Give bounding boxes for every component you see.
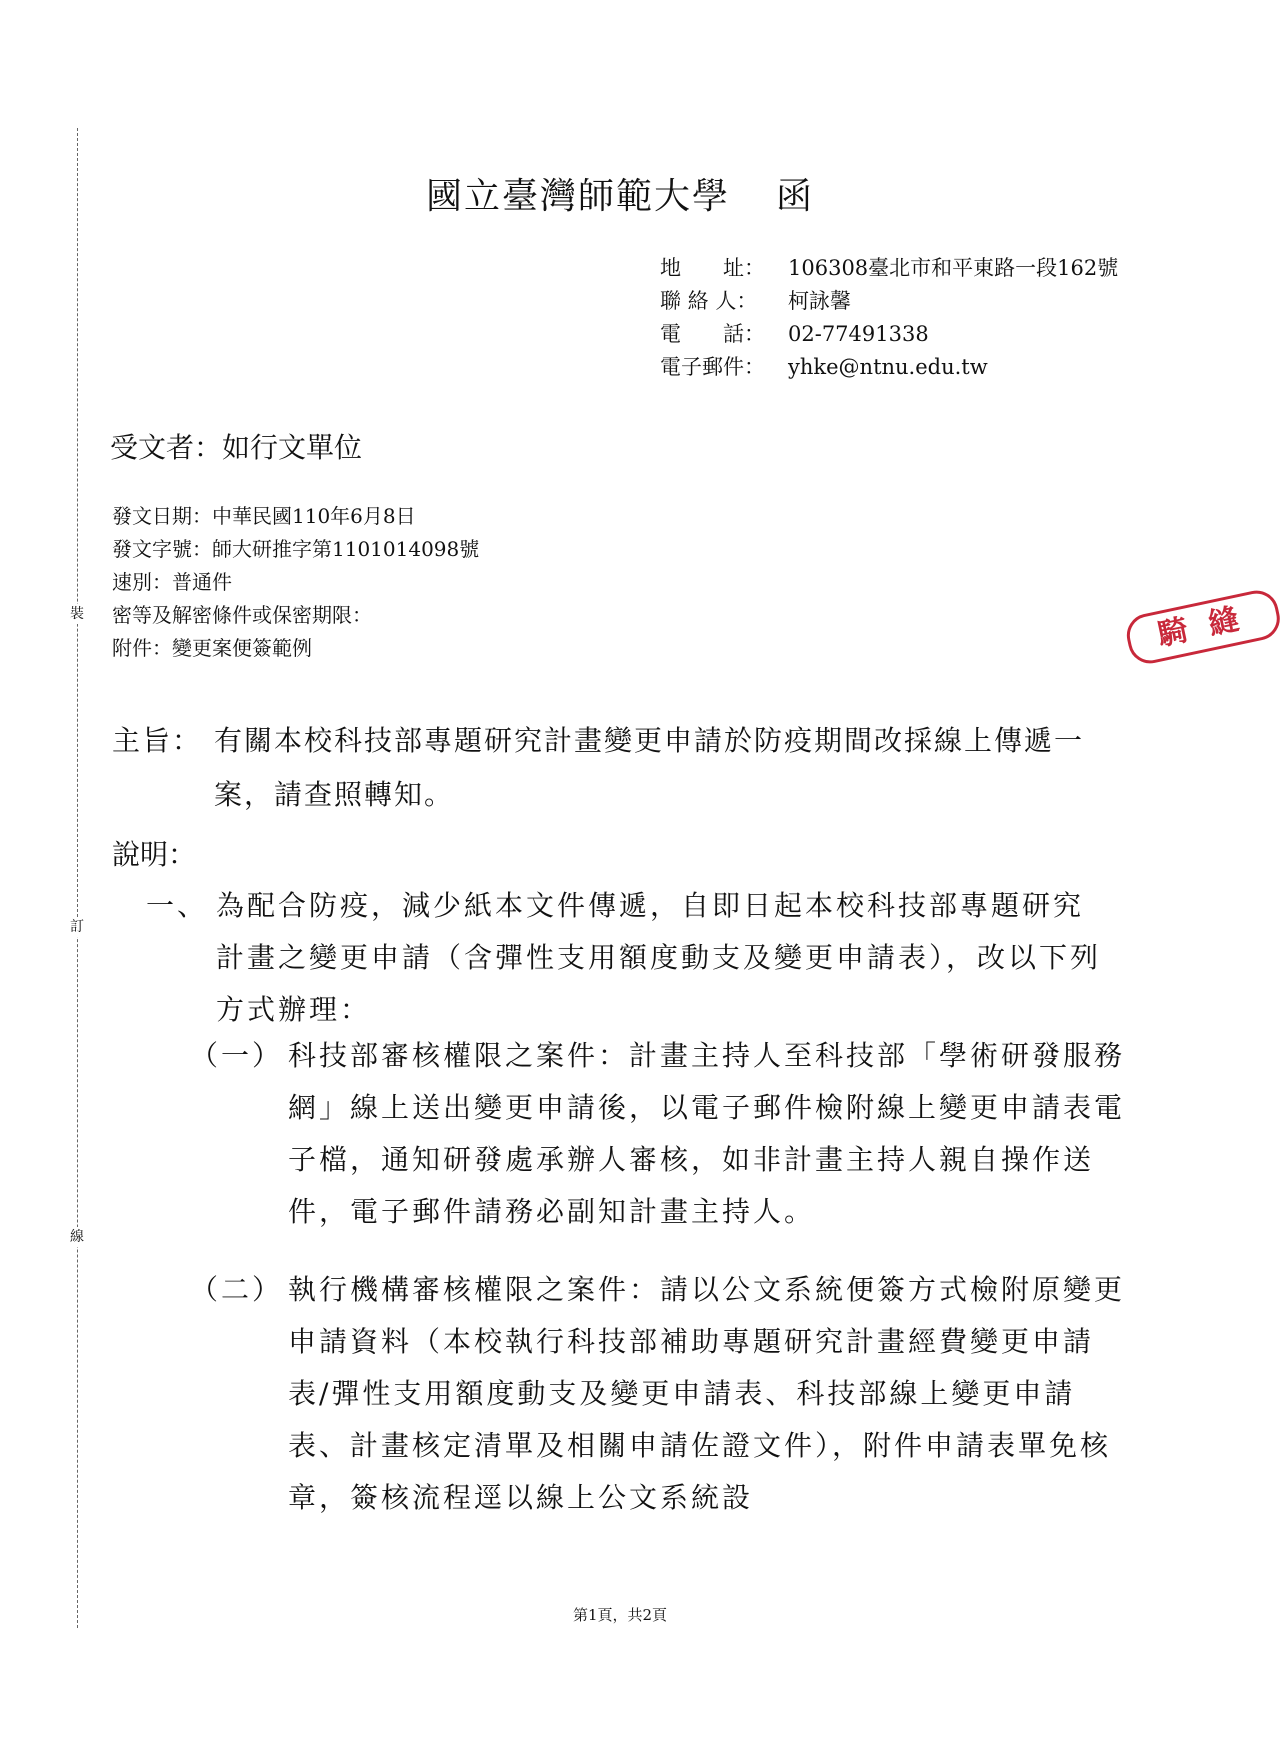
subject-label: 主旨：	[112, 724, 203, 757]
subject-text: 有關本校科技部專題研究計畫變更申請於防疫期間改採線上傳遞一案，請查照轉知。	[214, 724, 1085, 811]
issue-date: 發文日期：中華民國110年6月8日	[112, 504, 416, 528]
attachment: 附件：變更案便簽範例	[112, 636, 312, 660]
phone-row	[660, 318, 1148, 351]
explanation-label: 說明：	[112, 838, 197, 871]
title-doc-type: 函	[776, 176, 815, 217]
sender-info	[660, 252, 1148, 384]
address-row	[660, 252, 1148, 285]
item-1-text: 為配合防疫，減少紙本文件傳遞，自即日起本校科技部專題研究計畫之變更申請（含彈性支用額度動支及變更申請表），改以下列方式辦理：	[216, 889, 1102, 1026]
binding-line	[77, 128, 78, 1628]
subitem-1-number: （一）	[190, 1039, 284, 1072]
delivery-speed: 速別：普通件	[112, 570, 232, 594]
explanation-subitem-2	[190, 1264, 1128, 1524]
document-number: 發文字號：師大研推字第1101014098號	[112, 537, 480, 561]
page-footer: 第1頁，共2頁	[572, 1606, 668, 1624]
item-1-number: 一、	[146, 889, 209, 922]
email-value: yhke@ntnu.edu.tw	[788, 355, 988, 379]
subitem-2-text: 執行機構審核權限之案件：請以公文系統便簽方式檢附原變更申請資料（本校執行科技部補助專題研究計畫經費變更申請表/彈性支用額度動支及變更申請表、科技部線上變更申請表、計畫核定清單及相關申請佐證文件），附件申請表單免核章，簽核流程逕以線上公文系統設	[288, 1273, 1126, 1514]
recipient: 受文者：如行文單位	[110, 431, 363, 464]
document-meta	[112, 500, 479, 665]
email-row	[660, 351, 1148, 384]
title-org: 國立臺灣師範大學	[425, 176, 730, 217]
secrecy-level: 密等及解密條件或保密期限：	[112, 603, 372, 627]
binding-mark-ding: 訂	[67, 917, 87, 937]
binding-mark-zhuang: 裝	[67, 604, 87, 624]
email-label: 電子郵件：	[660, 355, 765, 379]
explanation-subitem-1	[190, 1030, 1128, 1238]
subject-section	[112, 714, 1122, 822]
subitem-2-number: （二）	[190, 1273, 284, 1306]
contact-row	[660, 285, 1148, 318]
phone-label: 電 話：	[660, 322, 765, 346]
seam-stamp: 騎縫	[1123, 587, 1284, 668]
explanation-item-1	[146, 880, 1106, 1036]
binding-mark-xian: 線	[67, 1227, 87, 1247]
subitem-1-text: 科技部審核權限之案件：計畫主持人至科技部「學術研發服務網」線上送出變更申請後，以電子郵件檢附線上變更申請表電子檔，通知研發處承辦人審核，如非計畫主持人親自操作送件，電子郵件請務必副知計畫主持人。	[288, 1039, 1126, 1228]
address-label: 地 址：	[660, 256, 765, 280]
phone-value: 02-77491338	[788, 322, 929, 346]
contact-value: 柯詠馨	[788, 289, 851, 313]
address-value: 106308臺北市和平東路一段162號	[788, 256, 1119, 280]
document-title	[0, 168, 1240, 219]
contact-label: 聯 絡 人：	[660, 289, 758, 313]
